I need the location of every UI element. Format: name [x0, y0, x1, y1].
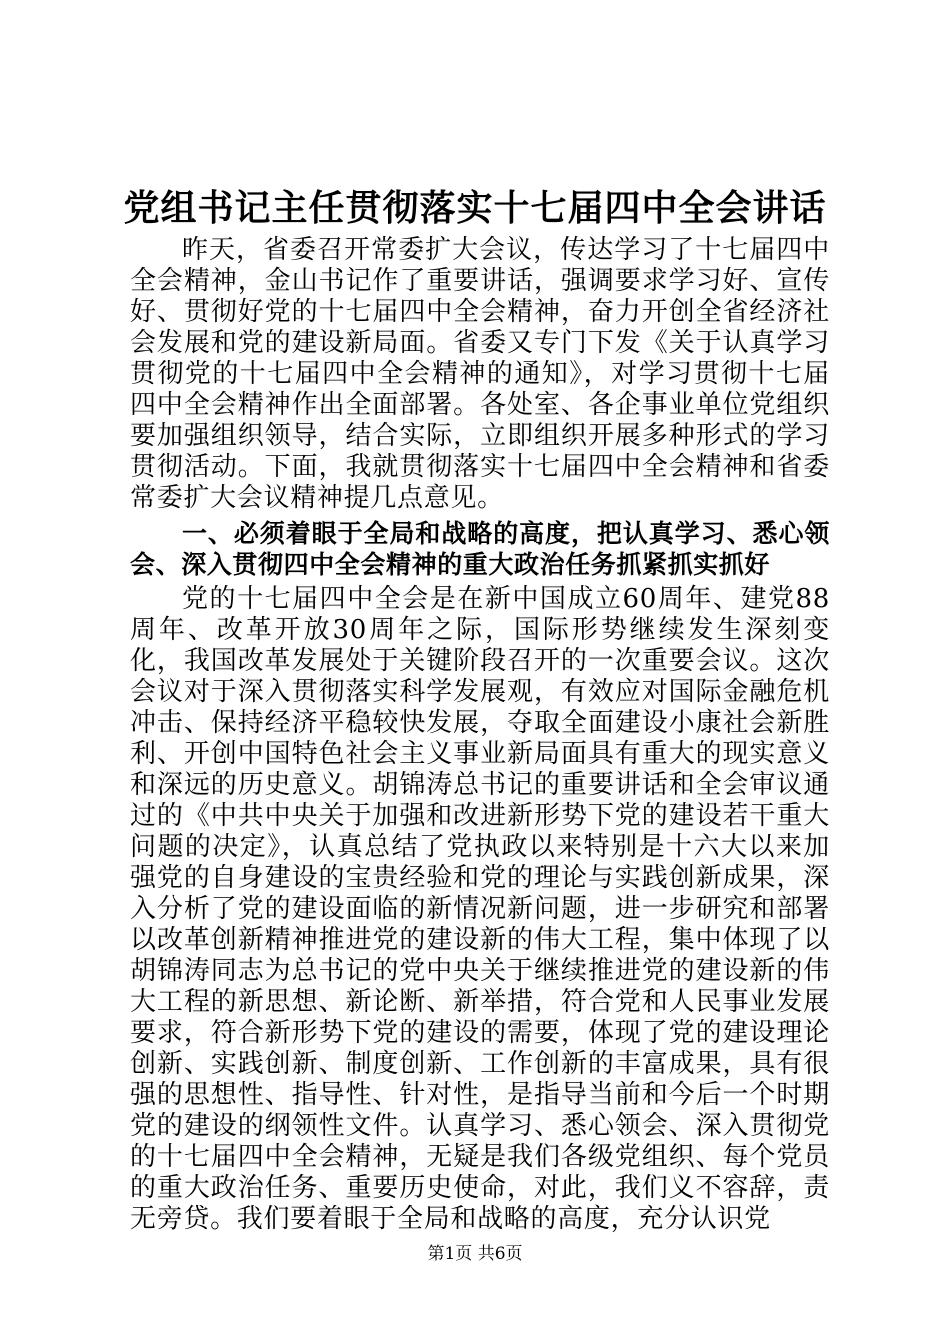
document-title: 党组书记主任贯彻落实十七届四中全会讲话	[123, 188, 827, 229]
section-heading: 一、必须着眼于全局和战略的高度，把认真学习、悉心领会、深入贯彻四中全会精神的重大政治任务抓紧抓实抓好	[130, 519, 830, 579]
page-number-footer: 第1页 共6页	[427, 1244, 523, 1264]
document-body	[130, 235, 830, 1235]
intro-paragraph: 昨天，省委召开常委扩大会议，传达学习了十七届四中全会精神，金山书记作了重要讲话，强调要求学习好、宣传好、贯彻好党的十七届四中全会精神，奋力开创全省经济社会发展和党的建设新局面。省委又专门下发《关于认真学习贯彻党的十七届四中全会精神的通知》，对学习贯彻十七届四中全会精神作出全面部署。各处室、各企事业单位党组织要加强组织领导，结合实际，立即组织开展多种形式的学习贯彻活动。下面，我就贯彻落实十七届四中全会精神和省委常委扩大会议精神提几点意见。	[130, 235, 830, 513]
body-paragraph: 党的十七届四中全会是在新中国成立60周年、建党88周年、改革开放30周年之际，国际形势继续发生深刻变化，我国改革发展处于关键阶段召开的一次重要会议。这次会议对于深入贯彻落实科学发展观，有效应对国际金融危机冲击、保持经济平稳较快发展，夺取全面建设小康社会新胜利、开创中国特色社会主义事业新局面具有重大的现实意义和深远的历史意义。胡锦涛总书记的重要讲话和全会审议通过的《中共中央关于加强和改进新形势下党的建设若干重大问题的决定》，认真总结了党执政以来特别是十六大以来加强党的自身建设的宝贵经验和党的理论与实践创新成果，深入分析了党的建设面临的新情况新问题，进一步研究和部署以改革创新精神推进党的建设新的伟大工程，集中体现了以胡锦涛同志为总书记的党中央关于继续推进党的建设新的伟大工程的新思想、新论断、新举措，符合党和人民事业发展要求，符合新形势下党的建设的需要，体现了党的建设理论创新、实践创新、制度创新、工作创新的丰富成果，具有很强的思想性、指导性、针对性，是指导当前和今后一个时期党的建设的纲领性文件。认真学习、悉心领会、深入贯彻党的十七届四中全会精神，无疑是我们各级党组织、每个党员的重大政治任务、重要历史使命，对此，我们义不容辞，责无旁贷。我们要着眼于全局和战略的高度，充分认识党	[130, 584, 830, 1234]
